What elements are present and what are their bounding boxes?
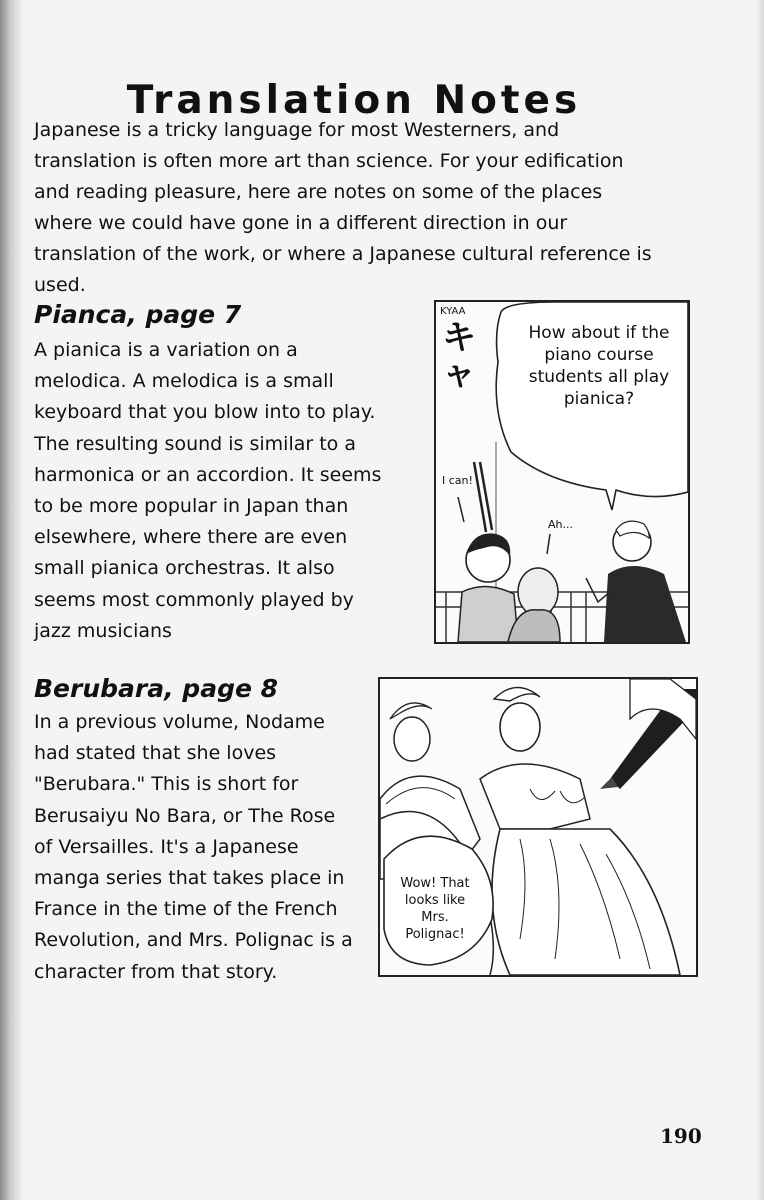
sfx-kana: キャ <box>442 318 476 394</box>
page-edge <box>756 0 764 1200</box>
book-spine-shadow <box>0 0 22 1200</box>
manga-panel-berubara <box>378 677 698 977</box>
manga-panel-pianica <box>434 300 690 644</box>
page-number: 190 <box>660 1124 702 1148</box>
note-body-berubara: In a previous volume, Nodame had stated that she loves "Berubara." This is short for Berusaiyu No Bara, or The Rose of Versailles. It's a Japanese manga series that takes place in France in the time of the French Revolution, and Mrs. Polignac is a character from that story. <box>34 711 353 983</box>
page-title: Translation Notes <box>126 78 582 124</box>
intro-paragraph: Japanese is a tricky language for most Westerners, and translation is often more art than science. For your edification and reading pleasure, here are notes on some of the places where we could have gone in a different direction in our translation of the work, or where a Japanese cultural reference is used. <box>34 119 652 296</box>
speech-text-polignac: Wow! That looks like Mrs. Polignac! <box>400 876 470 942</box>
speech-text-pianica: How about if the piano course students all play pianica? <box>528 323 670 409</box>
note-heading-pianica: Pianca, page 7 <box>34 300 242 329</box>
small-speech-ah: Ah... <box>548 518 573 531</box>
small-speech-i-can: I can! <box>442 474 473 487</box>
note-heading-berubara: Berubara, page 8 <box>34 674 279 703</box>
sfx-kyaa-label: KYAA <box>440 306 466 317</box>
note-body-pianica: A pianica is a variation on a melodica. A melodica is a small keyboard that you blow into to play. The resulting sound is similar to a harmonica or an accordion. It seems to be more popular in Japan than elsewhere, where there are even small pianica orchestras. It also seems most commonly played by jazz musicians <box>34 339 382 642</box>
